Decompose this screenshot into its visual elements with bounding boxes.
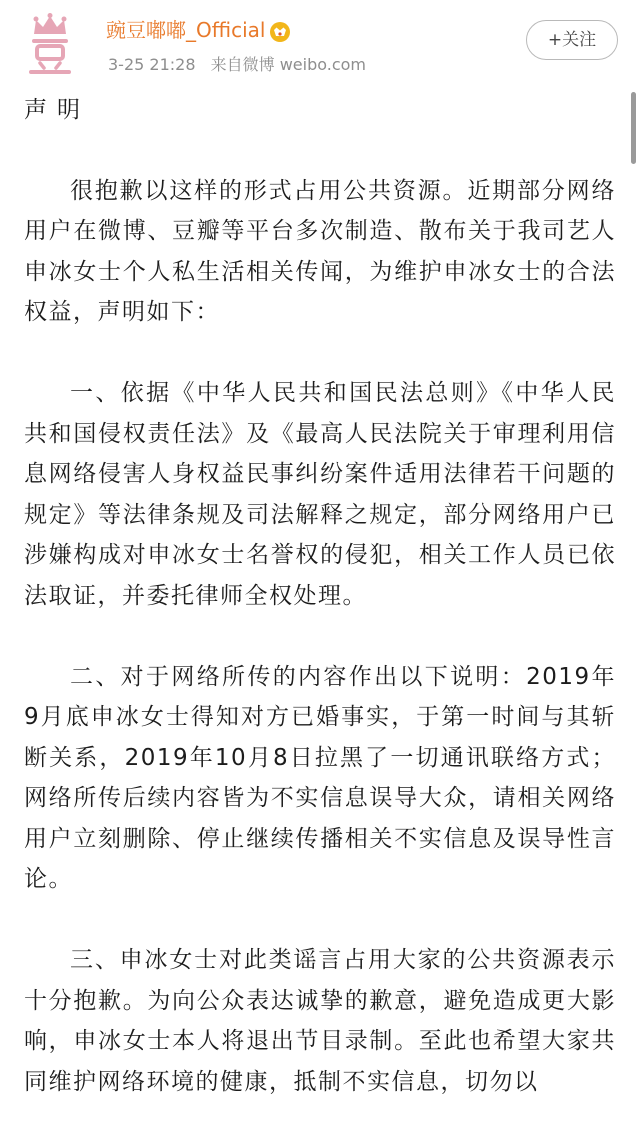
statement-paragraph-three: 三、申冰女士对此类谣言占用大家的公共资源表示十分抱歉。为向公众表达诚挚的歉意，避免造成更大影响，申冰女士本人将退出节目录制。至此也希望大家共同维护网络环境的健康，抵制不实信息，切勿以: [24, 947, 616, 1095]
author-name[interactable]: 豌豆嘟嘟_Official: [106, 18, 266, 42]
scrollbar-thumb[interactable]: [631, 92, 636, 164]
statement-paragraph-one: 一、依据《中华人民共和国民法总则》《中华人民共和国侵权责任法》及《最高人民法院关于审理利用信息网络侵害人身权益民事纠纷案件适用法律若干问题的规定》等法律条规及司法解释之规定，部分网络用户已涉嫌构成对申冰女士名誉权的侵犯，相关工作人员已依法取证，并委托律师全权处理。: [24, 380, 616, 609]
crown-bean-logo-icon[interactable]: [20, 12, 80, 78]
post-meta: [108, 54, 376, 76]
statement-paragraph-two: 二、对于网络所传的内容作出以下说明：2019年9月底申冰女士得知对方已婚事实，于第一时间与其斩断关系，2019年10月8日拉黑了一切通讯联络方式；网络所传后续内容皆为不实信息误导大众，请相关网络用户立刻删除、停止继续传播相关不实信息及误导性言论。: [24, 663, 616, 892]
gold-vip-badge-icon: [269, 21, 291, 43]
post-header: [0, 0, 640, 90]
author-name-row[interactable]: [106, 16, 291, 44]
statement-paragraph-intro: 很抱歉以这样的形式占用公共资源。近期部分网络用户在微博、豆瓣等平台多次制造、散布关于我司艺人申冰女士个人私生活相关传闻，为维护申冰女士的合法权益，声明如下：: [24, 177, 616, 325]
post-time: 3-25 21:28: [108, 55, 196, 74]
statement-title: 声明: [24, 97, 90, 123]
post-source: 来自微博 weibo.com: [210, 55, 366, 74]
follow-button[interactable]: +关注: [526, 20, 618, 60]
statement-body: [24, 90, 616, 1143]
